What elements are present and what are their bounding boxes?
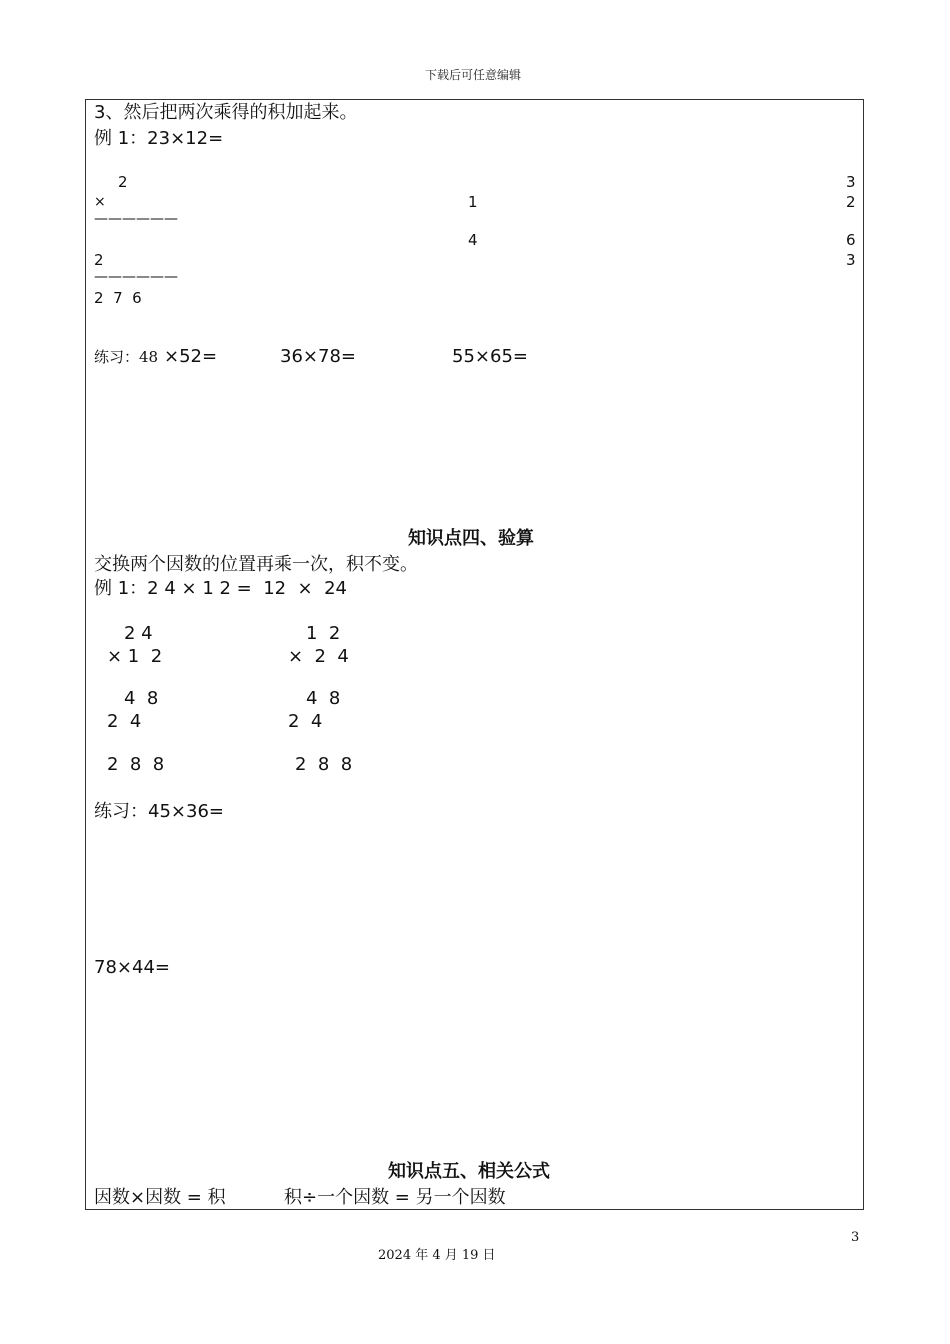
calc-digit: 3: [846, 251, 856, 269]
calc-rule: ——————: [94, 269, 178, 285]
practice-problem: 练习：45×36=: [94, 801, 224, 822]
calc-line: 2 4: [107, 711, 142, 732]
content-frame: [85, 99, 864, 1210]
calc-result: 2 8 8: [107, 754, 165, 775]
example-1-label: 例 1：23×12=: [94, 128, 224, 149]
calc-digit: 2: [118, 173, 128, 191]
calc-rule: ——————: [94, 211, 178, 227]
practice-label: 练习：48: [94, 348, 159, 366]
footer-date: 2024 年 4 月 19 日: [378, 1248, 496, 1263]
calc-digit: 6: [846, 231, 856, 249]
calc-line: × 2 4: [288, 646, 349, 667]
formula: 积÷一个因数 = 另一个因数: [284, 1187, 506, 1208]
page-header: 下载后可任意编辑: [425, 68, 522, 82]
practice-problem: 36×78=: [280, 346, 356, 367]
calc-line: 4 8: [306, 688, 341, 709]
section-5-title: 知识点五、相关公式: [388, 1161, 550, 1182]
calc-digit: 2: [94, 251, 104, 269]
calc-digit: 2: [846, 193, 856, 211]
section-4-title: 知识点四、验算: [408, 528, 534, 549]
calc-digit: 4: [468, 231, 478, 249]
calc-line: 2 4: [124, 623, 153, 644]
practice-problem: 55×65=: [452, 346, 528, 367]
example-1-verify: 例 1：2 4 × 1 2 = 12 × 24: [94, 578, 347, 599]
calc-result: 2 7 6: [94, 289, 142, 307]
page-number: 3: [851, 1230, 860, 1245]
section-4-description: 交换两个因数的位置再乘一次，积不变。: [94, 554, 418, 575]
step-3-text: 3、然后把两次乘得的积加起来。: [94, 102, 358, 123]
calc-result: 2 8 8: [295, 754, 353, 775]
calc-digit: 1: [468, 193, 478, 211]
formula: 因数×因数 = 积: [94, 1187, 226, 1208]
practice-problem: ×52=: [164, 346, 218, 367]
practice-problem: 78×44=: [94, 957, 170, 978]
calc-line: × 1 2: [107, 646, 163, 667]
times-sign: ×: [94, 194, 106, 210]
calc-digit: 3: [846, 173, 856, 191]
calc-line: 4 8: [124, 688, 159, 709]
calc-line: 2 4: [288, 711, 323, 732]
calc-line: 1 2: [306, 623, 341, 644]
